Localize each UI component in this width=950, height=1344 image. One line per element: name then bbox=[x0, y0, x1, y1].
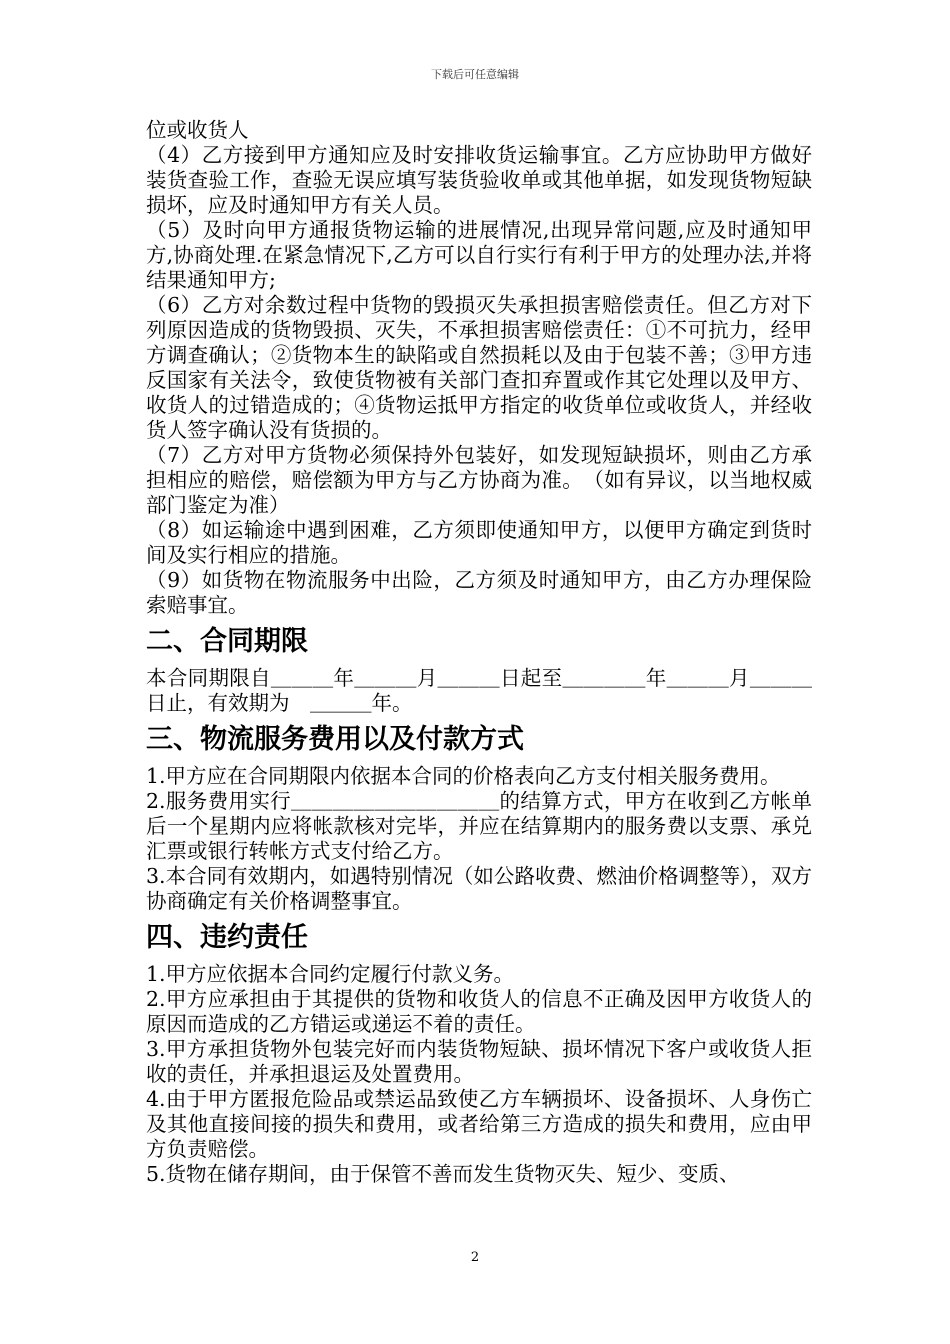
section-heading: 四、违约责任 bbox=[146, 922, 308, 953]
paragraph: 3.本合同有效期内，如遇特别情况（如公路收费、燃油价格调整等），双方协商确定有关价格调整事宜。 bbox=[146, 864, 812, 913]
paragraph: 3.甲方承担货物外包装完好而内装货物短缺、损坏情况下客户或收货人拒收的责任，并承担退运及处置费用。 bbox=[146, 1037, 812, 1086]
paragraph: 2.甲方应承担由于其提供的货物和收货人的信息不正确及因甲方收货人的原因而造成的乙方错运或递运不着的责任。 bbox=[146, 987, 812, 1036]
paragraph: （6）乙方对余数过程中货物的毁损灭失承担损害赔偿责任。但乙方对下列原因造成的货物毁损、灭失，不承担损害赔偿责任：①不可抗力，经甲方调查确认；②货物本生的缺陷或自然损耗以及由于包装不善；③甲方违反国家有关法令，致使货物被有关部门查扣弃置或作其它处理以及甲方、收货人的过错造成的；④货物运抵甲方指定的收货单位或收货人，并经收货人签字确认没有货损的。 bbox=[146, 293, 812, 442]
paragraph: 1.甲方应在合同期限内依据本合同的价格表向乙方支付相关服务费用。 bbox=[146, 764, 781, 788]
paragraph: （7）乙方对甲方货物必须保持外包装好，如发现短缺损坏，则由乙方承担相应的赔偿，赔偿额为甲方与乙方协商为准。 （如有异议，以当地权威部门鉴定为准） bbox=[146, 443, 812, 517]
page-header: 下载后可任意编辑 bbox=[431, 68, 519, 81]
paragraph: （4）乙方接到甲方通知应及时安排收货运输事宜。乙方应协助甲方做好装货查验工作，查验无误应填写装货验收单或其他单据，如发现货物短缺损坏，应及时通知甲方有关人员。 bbox=[146, 143, 812, 217]
paragraph: 4.由于甲方匿报危险品或禁运品致使乙方车辆损坏、设备损坏、人身伤亡及其他直接间接的损失和费用，或者给第三方造成的损失和费用，应由甲方负责赔偿。 bbox=[146, 1087, 812, 1161]
page-number: 2 bbox=[470, 1250, 480, 1265]
paragraph: 本合同期限自＿＿＿年＿＿＿月＿＿＿日起至＿＿＿＿年＿＿＿月＿＿＿日止，有效期为 ＿＿＿年。 bbox=[146, 666, 812, 715]
paragraph: 2.服务费用实行＿＿＿＿＿＿＿＿＿＿的结算方式，甲方在收到乙方帐单后一个星期内应将帐款核对完毕，并应在结算期内的服务费以支票、承兑汇票或银行转帐方式支付给乙方。 bbox=[146, 789, 812, 863]
paragraph: 位或收货人 bbox=[146, 118, 249, 142]
paragraph: 1.甲方应依据本合同约定履行付款义务。 bbox=[146, 962, 515, 986]
paragraph: （9）如货物在物流服务中出险，乙方须及时通知甲方，由乙方办理保险索赔事宜。 bbox=[146, 568, 812, 617]
paragraph: （5）及时向甲方通报货物运输的进展情况,出现异常问题,应及时通知甲方,协商处理.在紧急情况下,乙方可以自行实行有利于甲方的处理办法,并将结果通知甲方; bbox=[146, 218, 812, 292]
paragraph: （8）如运输途中遇到困难，乙方须即使通知甲方，以便甲方确定到货时间及实行相应的措施。 bbox=[146, 518, 812, 567]
document-body bbox=[146, 118, 812, 1187]
section-heading: 三、物流服务费用以及付款方式 bbox=[146, 724, 524, 755]
section-heading: 二、合同期限 bbox=[146, 626, 308, 657]
paragraph: 5.货物在储存期间，由于保管不善而发生货物灭失、短少、变质、 bbox=[146, 1162, 740, 1186]
